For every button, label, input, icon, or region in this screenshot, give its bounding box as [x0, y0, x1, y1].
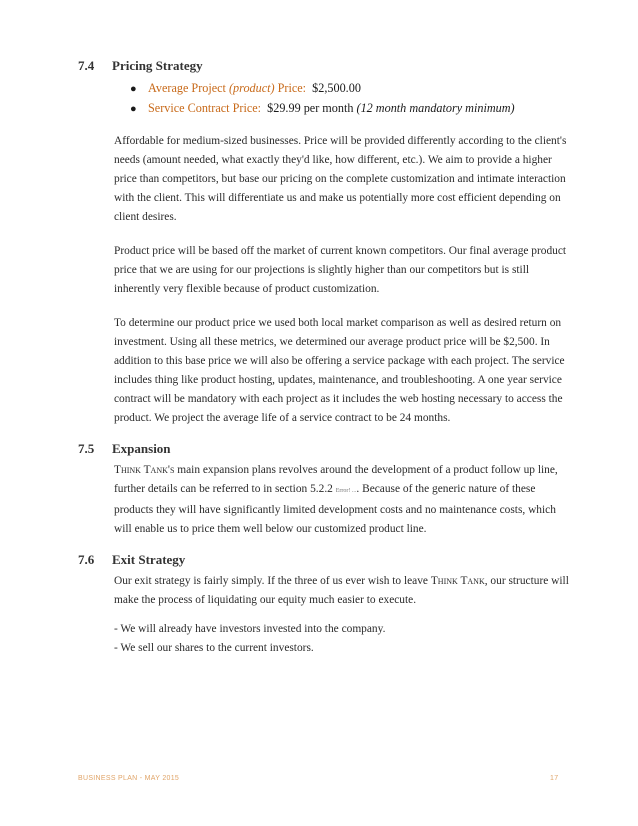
exit-paragraph	[114, 572, 574, 610]
section-title: Expansion	[112, 441, 171, 456]
bullet-label: Service Contract Price:	[148, 101, 262, 115]
list-item: - We will already have investors invested into the company.	[114, 623, 386, 635]
section-number: 7.4	[78, 58, 95, 73]
section-title: Exit Strategy	[112, 552, 186, 567]
paragraph-text-part: Our exit strategy is fairly simply. If the three of us ever wish to leave	[114, 575, 431, 587]
pricing-paragraph-1	[114, 132, 574, 227]
section-number: 7.6	[78, 552, 95, 567]
bullet-average-price	[130, 81, 361, 96]
section-number: 7.5	[78, 441, 95, 456]
bullet-label-suffix: Price:	[277, 81, 307, 95]
page-number: 17	[550, 775, 559, 782]
reference-error-note: Error! ...	[335, 488, 357, 494]
paragraph-text: Affordable for medium-sized businesses. Price will be provided differently according to the client's needs (amount needed, what exactly they'd like, how different, etc.). We aim to provide a higher price than competitors, but base our pricing on the complete customization and intimate interaction with the client. This will differentiate us and make us potentially more cost efficient depending on client desires.	[114, 135, 567, 223]
pricing-paragraph-3	[114, 314, 574, 428]
paragraph-text: Product price will be based off the market of current known competitors. Our final average product price that we are using for our projections is slightly higher than our competitors but is still inherently very flexible because of product customization.	[114, 245, 567, 295]
paragraph-text-part: , our structure will make the process of liquidating our equity much easier to execute.	[114, 575, 569, 606]
paragraph-text: To determine our product price we used both local market comparison as well as desired return on investment. Using all these metrics, we determined our average product price will be $2,500. In addition to this base price we will also be offering a service package with each project. The service includes thing like product hosting, updates, maintenance, and troubleshooting. A one year service contract will be mandatory with each project as it includes the web hosting necessary to access the product. We project the average life of a service contract to be 24 months.	[114, 317, 565, 424]
section-heading-expansion	[78, 441, 171, 457]
bullet-label-italic: (product)	[229, 81, 275, 95]
section-heading-pricing	[78, 58, 203, 74]
bullet-dot-icon: ●	[130, 103, 137, 115]
paragraph-text-part: main expansion plans revolves around the development of a product follow up line, further details can be referred to in section 5.2.2	[114, 464, 558, 495]
brand-name: Think Tank	[430, 575, 485, 587]
bullet-dot-icon: ●	[130, 83, 137, 95]
bullet-note: (12 month mandatory minimum)	[356, 101, 515, 115]
footer-label: BUSINESS PLAN - MAY 2015	[78, 775, 180, 782]
bullet-label: Average Project	[148, 81, 226, 95]
paragraph-text	[114, 572, 574, 610]
paragraph-text-part: . Because of the generic nature of these products they will have significantly limited development costs and no maintenance costs, which will enable us to price them well below our customized product line.	[114, 483, 556, 535]
list-item: - We sell our shares to the current investors.	[114, 642, 314, 654]
section-title: Pricing Strategy	[112, 58, 203, 73]
bullet-value: $29.99 per month	[267, 101, 354, 115]
brand-name: Think Tank's	[114, 464, 175, 476]
paragraph-text	[114, 461, 574, 539]
bullet-service-price	[130, 101, 515, 116]
exit-list	[114, 620, 574, 658]
expansion-paragraph	[114, 461, 574, 539]
pricing-paragraph-2	[114, 242, 574, 299]
section-heading-exit	[78, 552, 185, 568]
bullet-value: $2,500.00	[312, 81, 361, 95]
